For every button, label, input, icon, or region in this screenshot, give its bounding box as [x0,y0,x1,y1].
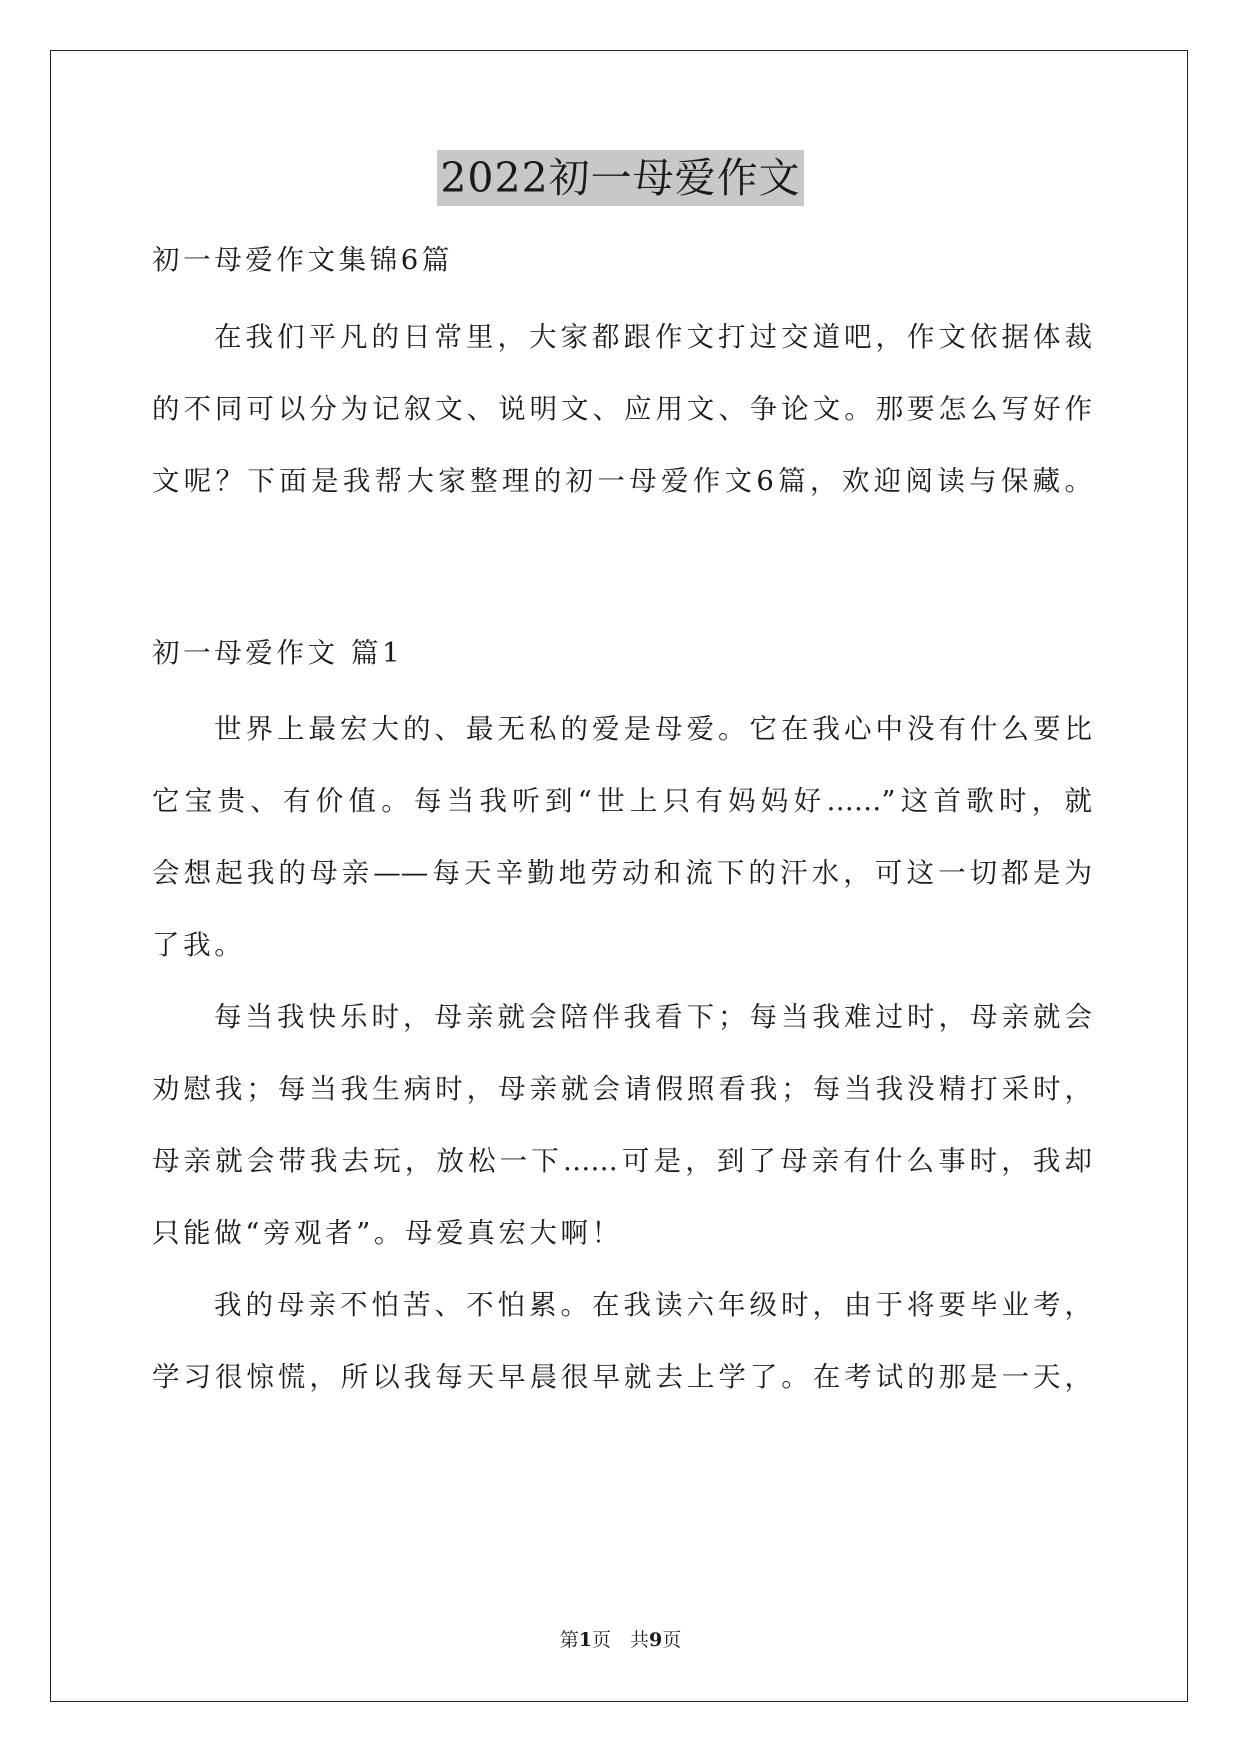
footer-total-pages: 9 [649,1629,663,1651]
paragraph-line: 只能做“旁观者”。母爱真宏大啊！ [152,1217,623,1249]
footer-page-number: 1 [578,1629,592,1651]
paragraph-line: 会想起我的母亲——每天辛勤地劳动和流下的汗水，可这一切都是为 [152,857,1092,889]
footer-mid: 页 共 [591,1629,649,1651]
paragraph-line: 了我。 [152,929,246,961]
paragraph-line: 劝慰我；每当我生病时，母亲就会请假照看我；每当我没精打采时， [152,1073,1092,1105]
paragraph-line: 每当我快乐时，母亲就会陪伴我看下；每当我难过时，母亲就会 [214,1001,1092,1033]
footer-prefix: 第 [559,1629,579,1651]
paragraph-line: 它宝贵、有价值。每当我听到“世上只有妈妈好……”这首歌时，就 [152,785,1092,817]
section-heading: 初一母爱作文 篇1 [152,637,404,669]
document-title: 2022初一母爱作文 [437,150,803,206]
footer-suffix: 页 [662,1629,682,1651]
intro-line: 在我们平凡的日常里，大家都跟作文打过交道吧，作文依据体裁 [214,321,1092,353]
paragraph-line: 世界上最宏大的、最无私的爱是母爱。它在我心中没有什么要比 [214,713,1092,745]
paragraph-line: 我的母亲不怕苦、不怕累。在我读六年级时，由于将要毕业考， [214,1289,1092,1321]
title-container [0,150,1241,206]
intro-line: 的不同可以分为记叙文、说明文、应用文、争论文。那要怎么写好作 [152,393,1092,425]
collection-subtitle: 初一母爱作文集锦6篇 [152,244,453,276]
paragraph-line: 学习很惊慌，所以我每天早晨很早就去上学了。在考试的那是一天， [152,1361,1092,1393]
paragraph-line: 母亲就会带我去玩，放松一下……可是，到了母亲有什么事时，我却 [152,1145,1092,1177]
page-footer [0,1627,1241,1653]
intro-line: 文呢？下面是我帮大家整理的初一母爱作文6篇，欢迎阅读与保藏。 [152,465,1092,497]
